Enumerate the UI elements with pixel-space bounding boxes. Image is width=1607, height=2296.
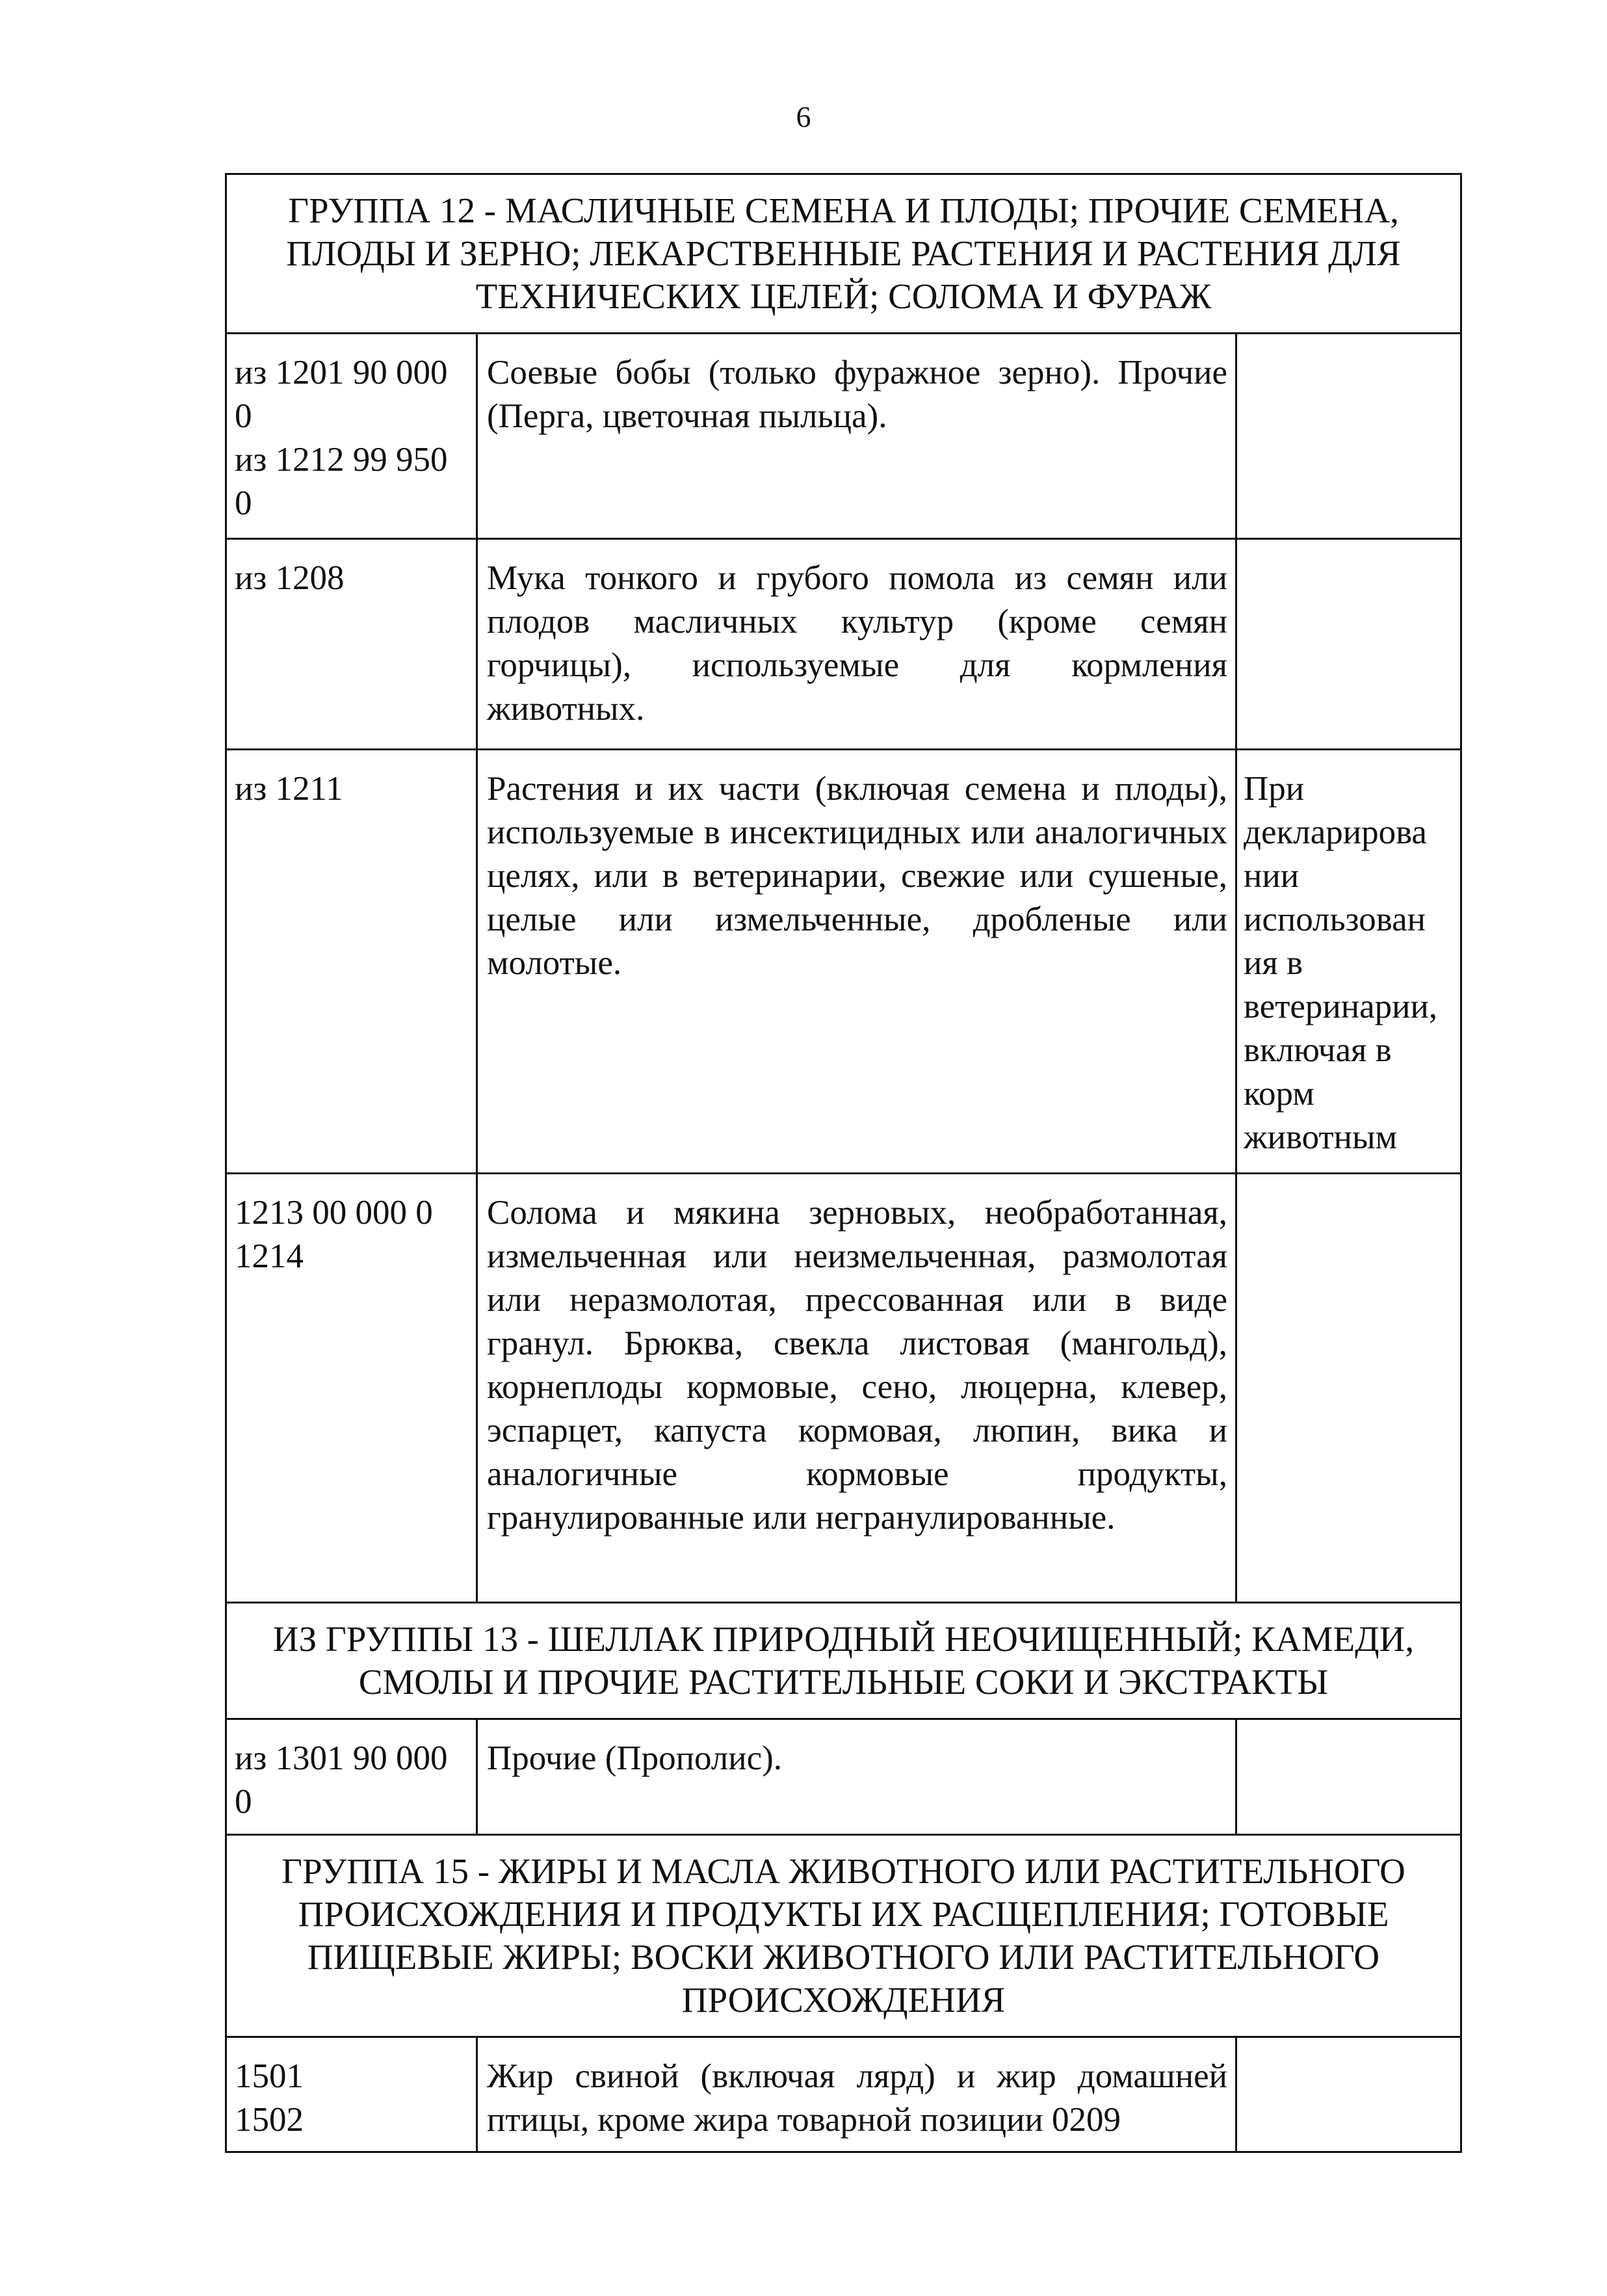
description-text: Жир свиной (включая лярд) и жир домашней птицы, кроме жира товарной позиции 0209: [487, 2057, 1227, 2139]
group-header-row: [226, 1603, 1461, 1719]
group-title: ГРУППА 12 - МАСЛИЧНЫЕ СЕМЕНА И ПЛОДЫ; ПРОЧИЕ СЕМЕНА, ПЛОДЫ И ЗЕРНО; ЛЕКАРСТВЕННЫЕ РАСТЕНИЯ И РАСТЕНИЯ ДЛЯ ТЕХНИЧЕСКИХ ЦЕЛЕЙ; СОЛОМА И ФУРАЖ: [226, 174, 1461, 334]
description-text: Мука тонкого и грубого помола из семян или плодов масличных культур (кроме семян горчицы), используемые для кормления животных.: [487, 559, 1227, 728]
note-cell: [1236, 1174, 1461, 1603]
code-line: из 1301 90 000 0: [235, 1739, 448, 1821]
description-cell: [477, 750, 1236, 1174]
description-cell: [477, 539, 1236, 750]
description-cell: [477, 1174, 1236, 1603]
table-row: [226, 334, 1461, 539]
description-cell: [477, 2037, 1236, 2152]
description-cell: [477, 1719, 1236, 1835]
description-text: Соевые бобы (только фуражное зерно). Прочие (Перга, цветочная пыльца).: [487, 354, 1227, 435]
code-line: из 1201 90 000 0: [235, 354, 448, 435]
code-line: из 1208: [235, 559, 345, 597]
description-text: Прочие (Прополис).: [487, 1739, 783, 1777]
code-cell: [226, 1719, 477, 1835]
note-text: При декларирова нии использован ия в ветеринарии, включая в корм животным: [1244, 770, 1438, 1156]
code-cell: [226, 1174, 477, 1603]
code-cell: [226, 539, 477, 750]
code-cell: [226, 2037, 477, 2152]
description-text: Растения и их части (включая семена и плоды), используемые в инсектицидных или аналогичных целях, или в ветеринарии, свежие или сушеные, целые или измельченные, дробленые или молотые.: [487, 770, 1227, 982]
code-line: 1214: [235, 1237, 304, 1275]
note-cell: [1236, 1719, 1461, 1835]
note-cell: [1236, 750, 1461, 1174]
description-text: Солома и мякина зерновых, необработанная, измельченная или неизмельченная, размолотая или неразмолотая, прессованная или в виде гранул. Брюква, свекла листовая (мангольд), корнеплоды кормовые, сено, люцерна, клевер, эспарцет, капуста кормовая, люпин, вика и аналогичные кормовые продукты, гранулированные или негранулированные.: [487, 1194, 1227, 1537]
table-row: [226, 2037, 1461, 2152]
description-cell: [477, 334, 1236, 539]
goods-table: [225, 173, 1462, 2153]
table-row: [226, 1719, 1461, 1835]
group-title: ИЗ ГРУППЫ 13 - ШЕЛЛАК ПРИРОДНЫЙ НЕОЧИЩЕННЫЙ; КАМЕДИ, СМОЛЫ И ПРОЧИЕ РАСТИТЕЛЬНЫЕ СОКИ И ЭКСТРАКТЫ: [226, 1603, 1461, 1719]
page-number: 6: [796, 100, 811, 133]
code-line: 1502: [235, 2101, 304, 2139]
table-row: [226, 539, 1461, 750]
code-line: из 1212 99 950 0: [235, 441, 448, 522]
group-title: ГРУППА 15 - ЖИРЫ И МАСЛА ЖИВОТНОГО ИЛИ РАСТИТЕЛЬНОГО ПРОИСХОЖДЕНИЯ И ПРОДУКТЫ ИХ РАСЩЕПЛЕНИЯ; ГОТОВЫЕ ПИЩЕВЫЕ ЖИРЫ; ВОСКИ ЖИВОТНОГО ИЛИ РАСТИТЕЛЬНОГО ПРОИСХОЖДЕНИЯ: [226, 1835, 1461, 2037]
group-header-row: [226, 174, 1461, 334]
code-line: 1213 00 000 0: [235, 1194, 433, 1232]
code-cell: [226, 750, 477, 1174]
note-cell: [1236, 2037, 1461, 2152]
code-line: из 1211: [235, 770, 343, 808]
code-cell: [226, 334, 477, 539]
note-cell: [1236, 334, 1461, 539]
table-row: [226, 750, 1461, 1174]
note-cell: [1236, 539, 1461, 750]
group-header-row: [226, 1835, 1461, 2037]
table-row: [226, 1174, 1461, 1603]
code-line: 1501: [235, 2057, 304, 2095]
